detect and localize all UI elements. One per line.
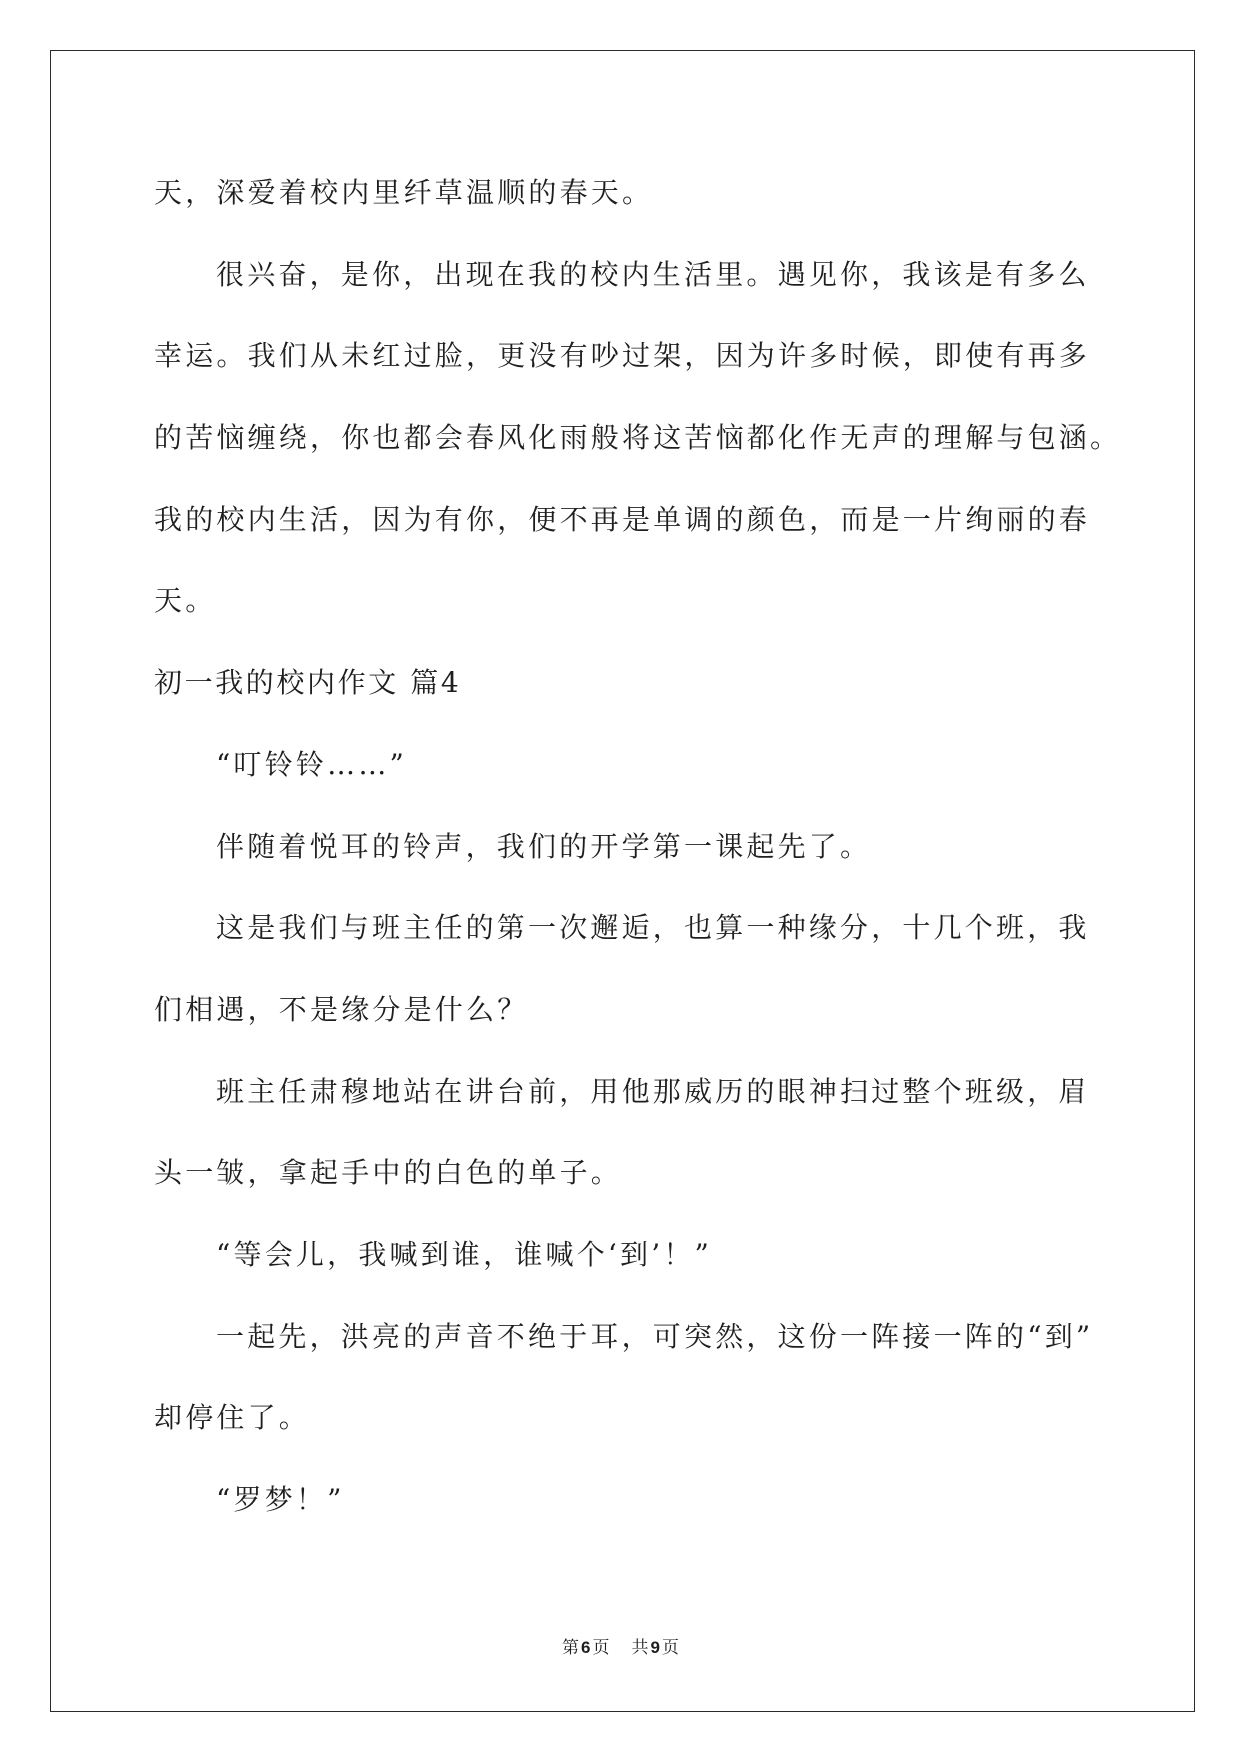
paragraph-line: 们相遇，不是缘分是什么？ [154,992,529,1026]
paragraph-line: 我的校内生活，因为有你，便不再是单调的颜色，而是一片绚丽的春 [154,502,1091,536]
paragraph [154,1296,1174,1459]
previous-essay [154,152,1174,642]
paragraph-line: 很兴奋，是你，出现在我的校内生活里。遇见你，我该是有多么 [216,257,1090,291]
paragraph-line: 天。 [154,584,217,618]
paragraph [154,1214,1174,1296]
current-page-prefix: 第 [562,1638,580,1658]
paragraph-line: 头一皱，拿起手中的白色的单子。 [154,1156,623,1190]
paragraph [154,1051,1174,1214]
current-page-number: 6 [581,1638,591,1657]
paragraph-line: “等会儿，我喊到谁，谁喊个‘到’！” [216,1237,713,1271]
total-pages-label [632,1638,679,1658]
paragraph-line: 天，深爱着校内里纤草温顺的春天。 [154,176,654,209]
paragraph-line: 伴随着悦耳的铃声，我们的开学第一课起先了。 [216,829,872,863]
essay-section [154,642,1174,1541]
paragraph-line: 一起先，洪亮的声音不绝于耳，可突然，这份一阵接一阵的“到” [216,1319,1094,1353]
total-pages-number: 9 [650,1638,660,1657]
paragraph-line: “罗梦！” [216,1483,345,1516]
paragraph-line: “叮铃铃……” [216,747,408,781]
paragraph [154,887,1174,1050]
total-pages-suffix: 页 [661,1638,679,1658]
paragraph-line: 却停住了。 [154,1401,311,1435]
paragraph-line: 幸运。我们从未红过脸，更没有吵过架，因为许多时候，即使有再多 [154,339,1091,373]
paragraph [154,724,1174,806]
current-page-suffix: 页 [592,1638,610,1658]
paragraph [154,152,1174,234]
current-page-label [562,1638,609,1658]
document-body [154,152,1174,1541]
essay-title: 初一我的校内作文 篇4 [154,666,462,700]
paragraph [154,234,1174,642]
page-footer [0,1636,1241,1660]
total-pages-prefix: 共 [631,1638,649,1658]
paragraph-line: 的苦恼缠绕，你也都会春风化雨般将这苦恼都化作无声的理解与包涵。 [154,421,1122,455]
paragraph [154,806,1174,888]
paragraph-line: 这是我们与班主任的第一次邂逅，也算一种缘分，十几个班，我 [216,911,1090,945]
paragraph-line: 班主任肃穆地站在讲台前，用他那威历的眼神扫过整个班级，眉 [216,1074,1090,1108]
paragraph [154,1459,1174,1541]
